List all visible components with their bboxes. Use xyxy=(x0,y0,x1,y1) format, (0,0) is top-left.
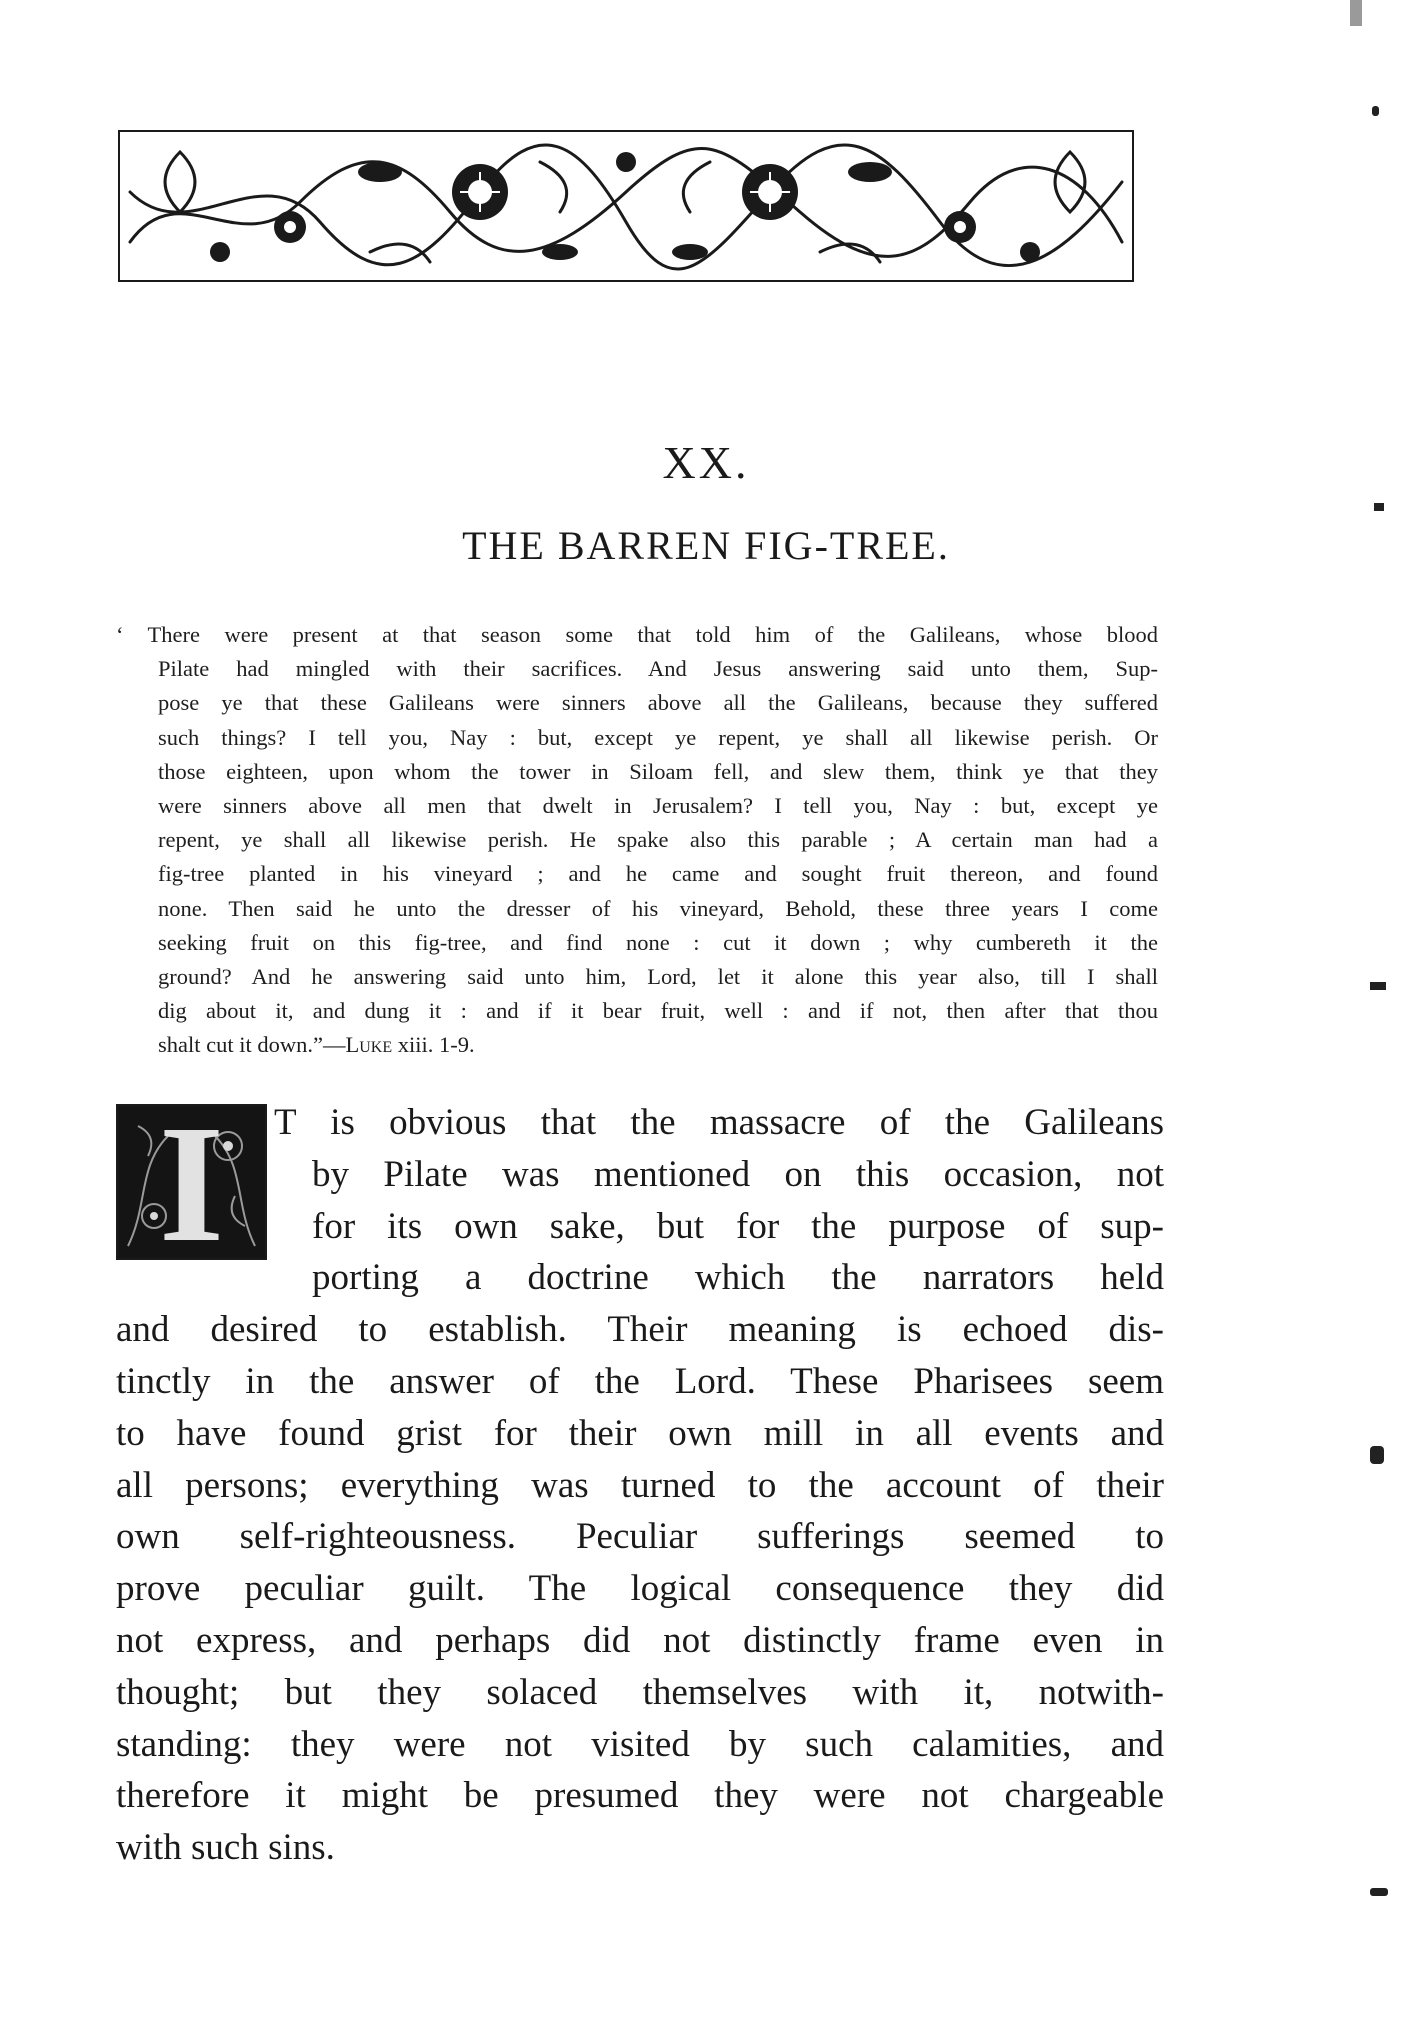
body-line: own self-righteousness. Peculiar sufferings seemed to xyxy=(116,1516,1164,1558)
epigraph-line: none. Then said he unto the dresser of his vineyard, Behold, these three years I come xyxy=(158,895,1158,921)
epigraph-last-line-text: shalt cut it down.”— xyxy=(158,1032,346,1058)
epigraph-line: repent, ye shall all likewise perish. He spake also this parable ; A certain man had a xyxy=(158,827,1158,853)
scan-mark xyxy=(1370,1888,1388,1896)
chapter-number: XX. xyxy=(662,437,750,488)
body-line: and desired to establish. Their meaning is echoed dis- xyxy=(116,1309,1164,1351)
epigraph-line: such things? I tell you, Nay : but, except ye repent, ye shall all likewise perish. Or xyxy=(158,724,1158,750)
body-line: with such sins. xyxy=(116,1827,335,1869)
body-line: for its own sake, but for the purpose of sup- xyxy=(312,1205,1164,1247)
floral-headpiece-ornament-icon xyxy=(118,130,1134,282)
epigraph-line: ‘ There were present at that season some that told him of the Galileans, whose blood xyxy=(116,622,1158,647)
epigraph-line xyxy=(116,1028,1158,1062)
epigraph-line: pose ye that these Galileans were sinners above all the Galileans, because they suffered xyxy=(158,690,1158,716)
body-line: by Pilate was mentioned on this occasion, not xyxy=(312,1153,1164,1195)
epigraph-line: Pilate had mingled with their sacrifices. And Jesus answering said unto them, Sup- xyxy=(158,656,1158,682)
body-line: therefore it might be presumed they were not chargeable xyxy=(116,1775,1164,1817)
citation-book: Luke xyxy=(345,1032,393,1058)
scan-mark xyxy=(1372,106,1379,116)
body-line: prove peculiar guilt. The logical consequence they did xyxy=(116,1568,1164,1610)
body-line: tinctly in the answer of the Lord. These Pharisees seem xyxy=(116,1360,1164,1402)
epigraph-line: dig about it, and dung it : and if it bear fruit, well : and if not, then after that thou xyxy=(158,998,1158,1024)
epigraph-line: fig-tree planted in his vineyard ; and he came and sought fruit thereon, and found xyxy=(158,861,1158,887)
body-line: porting a doctrine which the narrators held xyxy=(312,1257,1164,1299)
scan-mark xyxy=(1370,1446,1384,1464)
citation-reference: xiii. 1-9. xyxy=(392,1032,475,1058)
epigraph-line: those eighteen, upon whom the tower in Siloam fell, and slew them, think ye that they xyxy=(158,758,1158,784)
body-line: thought; but they solaced themselves with it, notwith- xyxy=(116,1671,1164,1713)
body-paragraph xyxy=(116,1097,1164,1874)
body-line: T is obvious that the massacre of the Galileans xyxy=(274,1102,1164,1143)
scan-mark xyxy=(1350,0,1362,26)
epigraph-line: were sinners above all men that dwelt in Jerusalem? I tell you, Nay : but, except ye xyxy=(158,793,1158,819)
scan-mark xyxy=(1374,503,1384,511)
body-line: all persons; everything was turned to the account of their xyxy=(116,1464,1164,1506)
body-line: not express, and perhaps did not distinctly frame even in xyxy=(116,1619,1164,1661)
body-line: standing: they were not visited by such calamities, and xyxy=(116,1723,1164,1765)
epigraph-line: ground? And he answering said unto him, Lord, let it alone this year also, till I shall xyxy=(158,964,1158,990)
scan-mark xyxy=(1370,982,1386,990)
epigraph-line: seeking fruit on this fig-tree, and find none : cut it down ; why cumbereth it the xyxy=(158,929,1158,955)
scripture-epigraph xyxy=(116,618,1158,1063)
body-line: to have found grist for their own mill in all events and xyxy=(116,1412,1164,1454)
drop-cap-letter: I xyxy=(158,1104,225,1260)
chapter-title: THE BARREN FIG-TREE. xyxy=(462,523,950,568)
